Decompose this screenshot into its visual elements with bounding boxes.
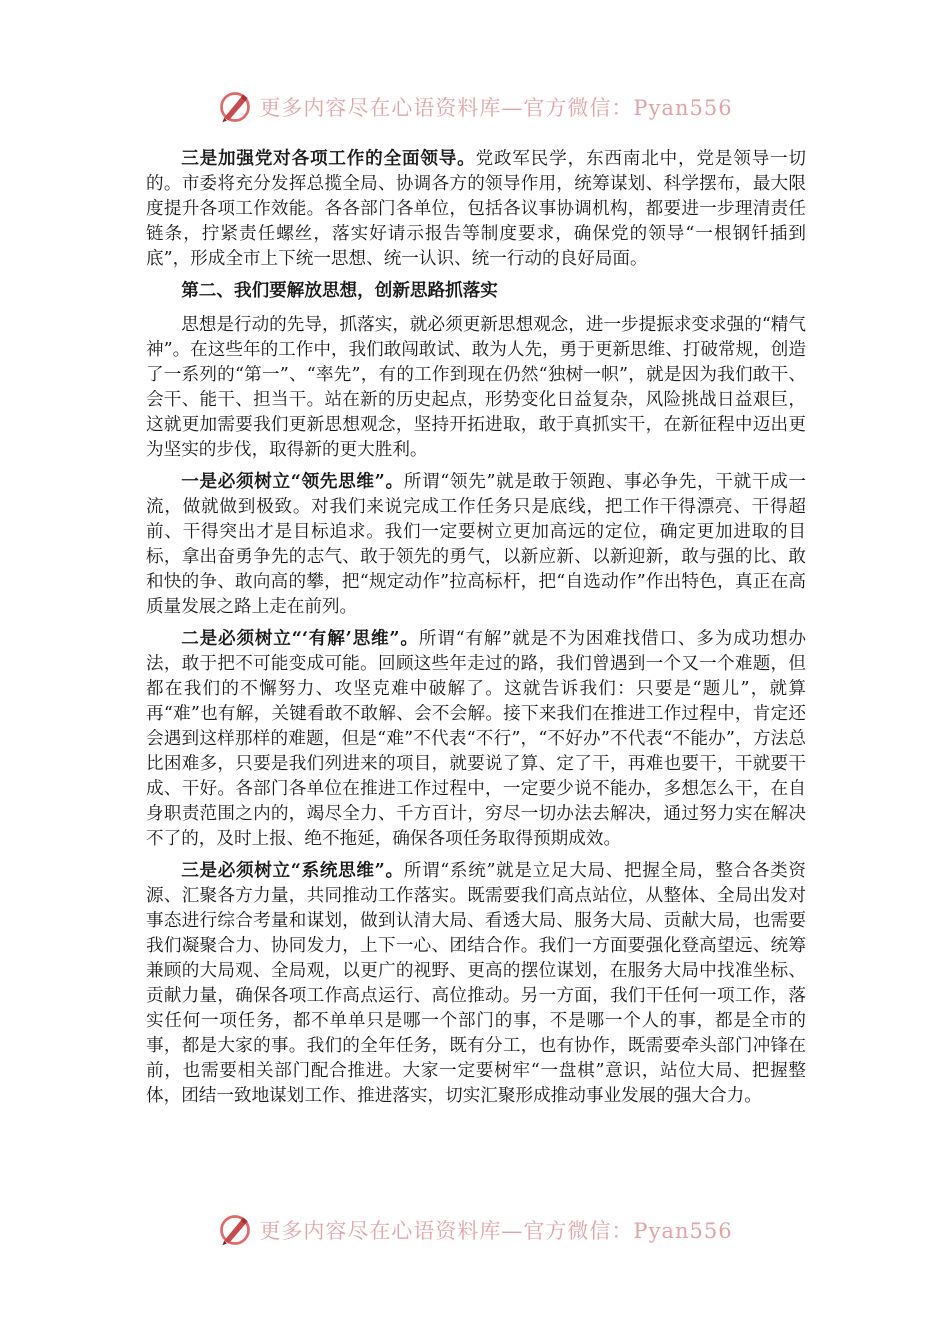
paragraph xyxy=(146,626,806,852)
paragraph xyxy=(146,469,806,620)
footer-banner xyxy=(0,1210,950,1250)
paragraph xyxy=(146,858,806,1109)
paragraph-lead: 三是加强党对各项工作的全面领导。 xyxy=(181,148,476,169)
paragraph-text: 党政军民学，东西南北中，党是领导一切的。市委将充分发挥总揽全局、协调各方的领导作用，统筹谋划、科学摆布，最大限度提升各项工作效能。各各部门各单位，包括各议事协调机构，都要进一步理清责任链条，拧紧责任螺丝，落实好请示报告等制度要求，确保党的领导“一根钢钎插到底”，形成全市上下统一思想、统一认识、统一行动的良好局面。 xyxy=(146,149,806,269)
pen-logo-icon xyxy=(217,89,253,125)
paragraph-text: 所谓“有解”就是不为困难找借口、多为成功想办法，敢于把不可能变成可能。回顾这些年走过的路，我们曾遇到一个又一个难题，但都在我们的不懈努力、攻坚克难中破解了。这就告诉我们：只要是“题儿”，就算再“难”也有解，关键看敢不敢解、会不会解。接下来我们在推进工作过程中，肯定还会遇到这样那样的难题，但是“难”不代表“不行”，“不好办”不代表“不能办”，方法总比困难多，只要是我们列进来的项目，就要说了算、定了干，再难也要干，干就要干成、干好。各部门各单位在推进工作过程中，一定要少说不能办，多想怎么干，在自身职责范围之内的，竭尽全力、千方百计，穷尽一切办法去解决，通过努力实在解决不了的，及时上报、绝不拖延，确保各项任务取得预期成效。 xyxy=(146,629,806,849)
section-heading xyxy=(146,278,806,304)
paragraph xyxy=(146,146,806,272)
paragraph-text: 所谓“系统”就是立足大局、把握全局，整合各类资源、汇聚各方力量，共同推动工作落实。既需要我们高点站位，从整体、全局出发对事态进行综合考量和谋划，做到认清大局、看透大局、服务大局、贡献大局，也需要我们凝聚合力、协同发力，上下一心、团结合作。我们一方面要强化登高望远、统筹兼顾的大局观、全局观，以更广的视野、更高的摆位谋划，在服务大局中找准坐标、贡献力量，确保各项工作高点运行、高位推动。另一方面，我们干任何一项工作，落实任何一项任务，都不单单只是哪一个部门的事，不是哪一个人的事，都是全市的事，都是大家的事。我们的全年任务，既有分工，也有协作，既需要牵头部门冲锋在前，也需要相关部门配合推进。大家一定要树牢“一盘棋”意识，站位大局、把握整体，团结一致地谋划工作、推进落实，切实汇聚形成推动事业发展的强大合力。 xyxy=(146,861,806,1106)
header-banner xyxy=(0,87,950,127)
paragraph-text: 所谓“领先”就是敢于领跑、事必争先，干就干成一流，做就做到极致。对我们来说完成工作任务只是底线，把工作干得漂亮、干得超前、干得突出才是目标追求。我们一定要树立更加高远的定位，确定更加进取的目标，拿出奋勇争先的志气、敢于领先的勇气，以新应新、以新迎新，敢与强的比、敢和快的争、敢向高的攀，把“规定动作”拉高标杆，把“自选动作”作出特色，真正在高质量发展之路上走在前列。 xyxy=(146,472,806,617)
paragraph-text: 思想是行动的先导，抓落实，就必须更新思想观念，进一步提振求变求强的“精气神”。在这些年的工作中，我们敢闯敢试、敢为人先，勇于更新思维、打破常规，创造了一系列的“第一”、“率先”，有的工作到现在仍然“独树一帜”，就是因为我们敢干、会干、能干、担当干。站在新的历史起点，形势变化日益复杂，风险挑战日益艰巨，这就更加需要我们更新思想观念，坚持开拓进取，敢于真抓实干，在新征程中迈出更为坚实的步伐，取得新的更大胜利。 xyxy=(146,315,806,460)
banner-text: 更多内容尽在心语资料库—官方微信：Pyan556 xyxy=(259,96,733,120)
paragraph-lead: 三是必须树立“系统思维”。 xyxy=(181,860,404,881)
section-heading-text: 第二、我们要解放思想，创新思路抓落实 xyxy=(181,280,498,301)
document-body xyxy=(146,146,806,1115)
pen-logo-icon xyxy=(217,1212,253,1248)
paragraph-lead: 二是必须树立“‘有解’思维”。 xyxy=(181,628,419,649)
banner-text: 更多内容尽在心语资料库—官方微信：Pyan556 xyxy=(259,1219,733,1243)
paragraph xyxy=(146,312,806,463)
paragraph-lead: 一是必须树立“领先思维”。 xyxy=(181,471,404,492)
